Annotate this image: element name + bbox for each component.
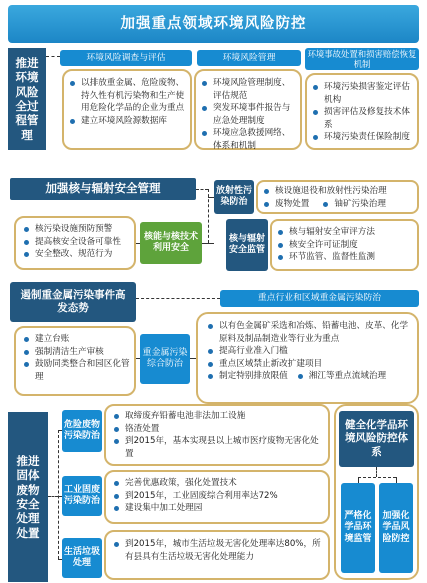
section4-side-label-text: 推进固体废物安全处理处置 bbox=[16, 453, 40, 540]
list-item: 废物处置 bbox=[264, 198, 309, 211]
list-item: 损害评估及修复技术体系 bbox=[313, 106, 413, 131]
section3-header bbox=[10, 282, 136, 322]
section1-column-2-card bbox=[194, 69, 302, 150]
list-item: 到2015年，工业固废综合利用率达72% bbox=[114, 490, 324, 503]
section3-left-card bbox=[14, 326, 136, 396]
section3-center-label: 重金属污染综合防治 bbox=[140, 334, 190, 384]
section4-block-1-label: 危险废物污染防治 bbox=[62, 410, 102, 452]
section4-chemical-title bbox=[339, 411, 414, 467]
list-item: 环境污染责任保险制度 bbox=[313, 131, 413, 144]
section1-column-1-header: 环境风险调查与评估 bbox=[60, 50, 192, 66]
section1-column-1-card bbox=[62, 69, 192, 150]
section2-block-1-card bbox=[256, 180, 419, 214]
list-item: 湘江等重点流域治理 bbox=[298, 370, 386, 383]
section4-chemical-box-2-text: 加强化学品风险防控 bbox=[382, 511, 410, 544]
list-item: 提高核安全设备可靠性 bbox=[24, 236, 130, 249]
section4-side-label bbox=[8, 412, 48, 582]
section1-column-3-header: 环境事故处置和损害赔偿恢复机制 bbox=[305, 48, 419, 70]
section1-side-label-text: 推进环境风险全过程管理 bbox=[15, 55, 39, 142]
section2-block-2-card bbox=[270, 219, 419, 271]
section2-center-label: 核能与核技术利用安全 bbox=[140, 222, 202, 264]
list-item: 完善优惠政策，强化处置技术 bbox=[114, 477, 324, 490]
list-item: 核污染设施预防预警 bbox=[24, 223, 130, 236]
list-item: 核设施退役和放射性污染治理 bbox=[264, 185, 413, 198]
list-item: 铀矿污染治理 bbox=[323, 198, 386, 211]
page-title: 加强重点领域环境风险防控 bbox=[8, 5, 419, 43]
section4-chemical-box-1-text: 严格化学品环境监管 bbox=[344, 511, 372, 544]
section2-header: 加强核与辐射安全管理 bbox=[10, 178, 196, 200]
list-item: 核安全许可证制度 bbox=[278, 239, 413, 252]
list-item: 取缔废弃铅蓄电池非法加工设施 bbox=[114, 410, 324, 423]
list-item: 环境应急救援网络、体系和机制 bbox=[202, 127, 296, 152]
section4-chemical-box-1 bbox=[341, 483, 375, 573]
section2-left-card bbox=[14, 216, 136, 270]
list-item: 制定特别排放限值 bbox=[208, 370, 288, 383]
list-item: 环境污染损害鉴定评估机构 bbox=[313, 81, 413, 106]
list-item: 到2015年，基本实现县以上城市医疗废物无害化处置 bbox=[114, 435, 324, 460]
section4-block-3-card bbox=[104, 530, 330, 580]
list-item: 环节监管、监督性监测 bbox=[278, 251, 413, 264]
section3-header-text: 遏制重金属污染事件高发态势 bbox=[20, 289, 126, 314]
list-item: 以排放重金属、危险废物、持久性有机污染物和生产使用危险化学品的企业为重点 bbox=[70, 77, 186, 115]
list-item: 提高行业准入门槛 bbox=[208, 345, 413, 358]
section1-column-2-header: 环境风险管理 bbox=[197, 50, 301, 66]
list-item: 到2015年，城市生活垃圾无害化处理率达80%，所有县具有生活垃圾无害化处理能力 bbox=[114, 538, 324, 563]
list-item: 铬渣处置 bbox=[114, 423, 324, 436]
section2-block-2-label: 核与辐射安全监管 bbox=[226, 219, 268, 271]
list-item: 重点区域禁止新改扩建项目 bbox=[208, 358, 413, 371]
list-item: 鼓励同类整合和园区化管理 bbox=[24, 358, 130, 383]
section4-chemical-title-text: 健全化学品环境风险防控体系 bbox=[345, 419, 408, 458]
section4-block-2-card bbox=[104, 470, 330, 524]
list-item: 强制清洁生产审核 bbox=[24, 346, 130, 359]
list-item: 建立环境风险源数据库 bbox=[70, 115, 186, 128]
section1-column-3-card bbox=[305, 73, 419, 150]
section4-block-2-label: 工业固废污染防治 bbox=[62, 476, 102, 516]
list-item: 安全整改、规范行为 bbox=[24, 248, 130, 261]
list-item: 建设集中加工处理园 bbox=[114, 502, 324, 515]
list-item: 突发环境事件报告与应急处理制度 bbox=[202, 102, 296, 127]
list-item: 建立台账 bbox=[24, 333, 130, 346]
section3-right-card bbox=[196, 312, 419, 404]
list-item: 核与辐射安全审评方法 bbox=[278, 226, 413, 239]
section2-block-1-label: 放射性污染防治 bbox=[214, 180, 254, 214]
list-item: 环境风险管理制度、评估规范 bbox=[202, 77, 296, 102]
section4-chemical-box-2 bbox=[379, 483, 413, 573]
list-item: 以有色金属矿采选和冶炼、铅蓄电池、皮革、化学原料及制品制造业等行业为重点 bbox=[208, 320, 413, 345]
section3-right-header: 重点行业和区域重金属污染防治 bbox=[220, 290, 419, 307]
section4-block-3-label: 生活垃圾处理 bbox=[62, 538, 102, 578]
section4-block-1-card bbox=[104, 404, 330, 466]
section1-side-label bbox=[8, 48, 46, 150]
